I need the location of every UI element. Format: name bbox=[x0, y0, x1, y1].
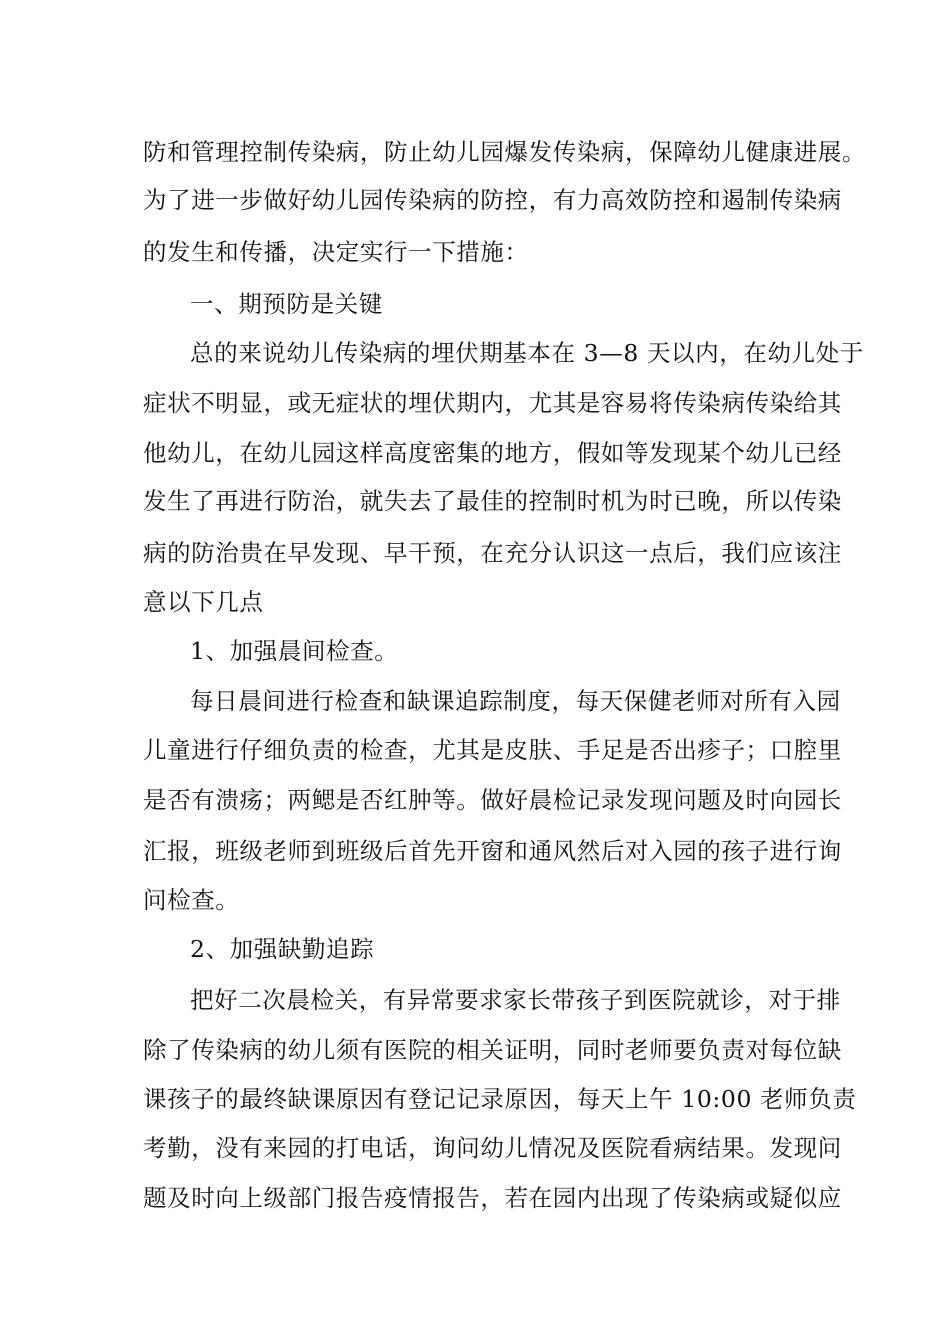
text-line: 除了传染病的幼儿须有医院的相关证明，同时老师要负责对每位缺 bbox=[143, 1036, 842, 1064]
section-heading: 一、期预防是关键 bbox=[190, 290, 383, 318]
text-line: 题及时向上级部门报告疫情报告，若在园内出现了传染病或疑似应 bbox=[143, 1184, 842, 1212]
text-line: 发生了再进行防治，就失去了最佳的控制时机为时已晚，所以传染 bbox=[143, 487, 842, 515]
text-line: 病的防治贵在早发现、早干预，在充分认识这一点后，我们应该注 bbox=[143, 539, 842, 567]
text-line: 为了进一步做好幼儿园传染病的防控，有力高效防控和遏制传染病 bbox=[143, 186, 842, 214]
text-line: 把好二次晨检关，有异常要求家长带孩子到医院就诊，对于排 bbox=[190, 986, 841, 1014]
text-line: 考勤，没有来园的打电话，询问幼儿情况及医院看病结果。发现问 bbox=[143, 1134, 842, 1162]
text-line: 每日晨间进行检查和缺课追踪制度，每天保健老师对所有入园 bbox=[190, 687, 841, 715]
text-line: 汇报，班级老师到班级后首先开窗和通风然后对入园的孩子进行询 bbox=[143, 837, 842, 865]
text-line: 他幼儿，在幼儿园这样高度密集的地方，假如等发现某个幼儿已经 bbox=[143, 439, 842, 467]
text-line: 症状不明显，或无症状的埋伏期内，尤其是容易将传染病传染给其 bbox=[143, 389, 842, 417]
text-line: 总的来说幼儿传染病的埋伏期基本在 3—8 天以内，在幼儿处于 bbox=[190, 339, 864, 367]
text-line: 防和管理控制传染病，防止幼儿园爆发传染病，保障幼儿健康进展。 bbox=[143, 138, 866, 166]
text-line: 的发生和传播，决定实行一下措施： bbox=[143, 238, 529, 266]
subheading: 2、加强缺勤追踪 bbox=[190, 935, 375, 963]
text-line: 课孩子的最终缺课原因有登记记录原因，每天上午 10:00 老师负责 bbox=[143, 1085, 857, 1113]
text-line: 是否有溃疡；两鳃是否红肿等。做好晨检记录发现问题及时向园长 bbox=[143, 786, 842, 814]
subheading: 1、加强晨间检查。 bbox=[190, 637, 399, 665]
text-line: 儿童进行仔细负责的检查，尤其是皮肤、手足是否出疹子；口腔里 bbox=[143, 736, 842, 764]
text-line: 意以下几点 bbox=[143, 588, 264, 616]
text-line: 问检查。 bbox=[143, 886, 240, 914]
